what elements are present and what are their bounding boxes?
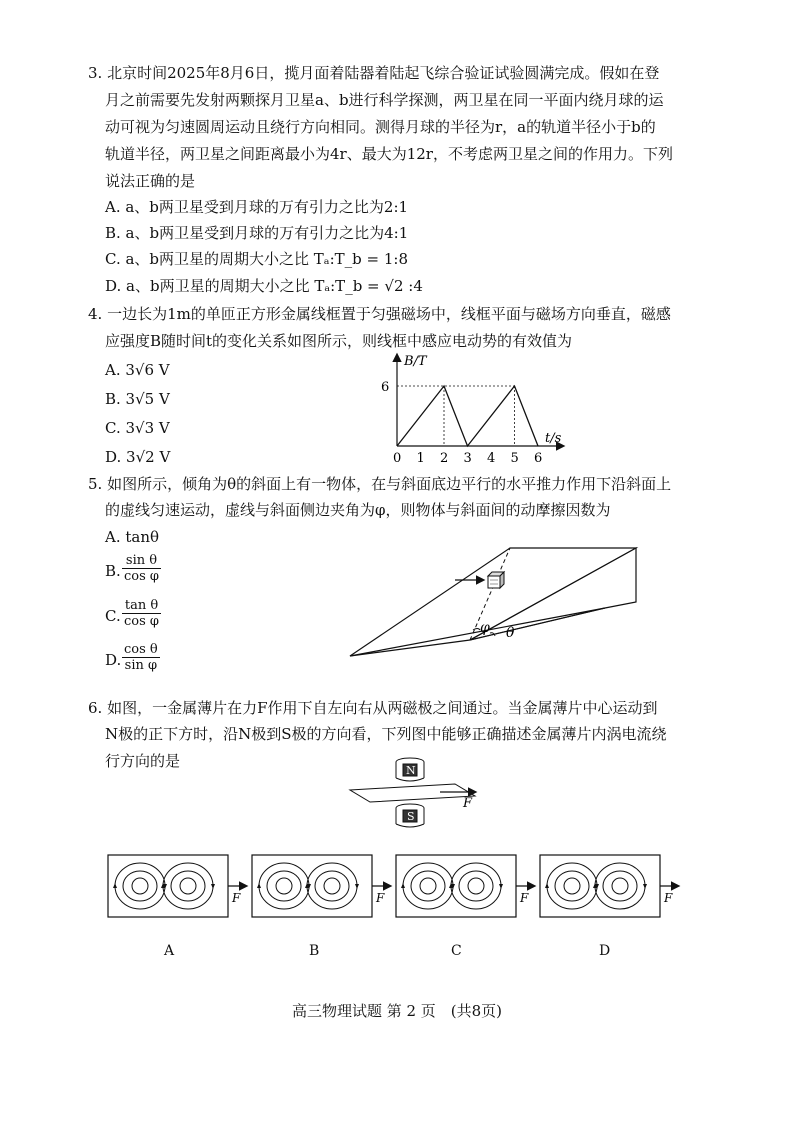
page-footer: 高三物理试题 第 2 页 (共8页): [291, 1002, 503, 1020]
graph-series-line: [397, 386, 538, 446]
q3-option-b: B. a、b两卫星受到月球的万有引力之比为4:1: [105, 224, 409, 242]
choice-label-b: B: [309, 943, 320, 959]
q4-line-1: 4. 一边长为1m的单匝正方形金属线框置于匀强磁场中，线框平面与磁场方向垂直，磁感: [88, 305, 671, 323]
angle-theta-label: θ: [506, 625, 515, 641]
q4-option-b: B. 3√5 V: [105, 390, 170, 408]
q5-option-b-letter: B.: [105, 562, 121, 580]
force-label: F: [463, 796, 473, 811]
incline-top-face: [350, 548, 636, 656]
q3-line-4: 轨道半径，两卫星之间距离最小为4r、最大为12r，不考虑两卫星之间的作用力。下列: [105, 145, 673, 163]
q3-line-1: 3. 北京时间2025年8月6日，揽月面着陆器着陆起飞综合验证试验圆满完成。假如在登: [88, 64, 660, 82]
q3-line-5: 说法正确的是: [105, 172, 196, 190]
q6-line-1: 6. 如图，一金属薄片在力F作用下自左向右从两磁极之间通过。当金属薄片中心运动到: [88, 699, 658, 717]
q5-option-a: A. tanθ: [105, 528, 160, 546]
q3-option-d: D. a、b两卫星的周期大小之比 Tₐ:T_b = √2 :4: [105, 277, 423, 295]
graph-x-tick: 0: [393, 451, 402, 466]
q5-option-c-letter: C.: [105, 607, 121, 625]
angle-phi-label: φ: [480, 620, 490, 636]
incline-bottom-edge: [350, 608, 605, 656]
q4-option-a: A. 3√6 V: [105, 361, 170, 379]
choice-label-c: C: [451, 943, 462, 959]
q5-option-b-frac: $\frac{\text{sin θ}}{\text{cos φ}}$: [124, 553, 160, 584]
choice-label-d: D: [599, 943, 611, 959]
q5-line-2: 的虚线匀速运动，虚线与斜面侧边夹角为φ，则物体与斜面间的动摩擦因数为: [105, 501, 611, 519]
graph-x-tick: 5: [510, 451, 519, 466]
q4-option-c: C. 3√3 V: [105, 419, 170, 437]
q3-option-c: C. a、b两卫星的周期大小之比 Tₐ:T_b = 1:8: [105, 250, 408, 268]
magnet-diagram: [345, 750, 485, 832]
choice-panel-c: [396, 855, 534, 917]
choice-force-label: F: [232, 891, 241, 905]
metal-sheet: [350, 784, 475, 802]
n-pole-magnet: [396, 758, 424, 781]
graph-x-label: t/s: [545, 431, 562, 446]
eddy-current-choices: [100, 850, 700, 925]
graph-x-tick: 2: [440, 451, 449, 466]
q5-option-c-frac: $\frac{\text{tan θ}}{\text{cos φ}}$: [124, 598, 160, 629]
choice-force-label: F: [376, 891, 385, 905]
q6-line-2: N极的正下方时，沿N极到S极的方向看，下列图中能够正确描述金属薄片内涡电流绕: [105, 725, 667, 743]
q5-option-d-frac: $\frac{\text{cos θ}}{\text{sin φ}}$: [124, 642, 158, 673]
svg-text:S: S: [407, 810, 415, 823]
graph-x-tick: 3: [463, 451, 472, 466]
choice-force-label: F: [520, 891, 529, 905]
graph-y-label: B/T: [404, 354, 427, 369]
graph-y-tick-6: 6: [381, 380, 390, 395]
q4-line-2: 应强度B随时间t的变化关系如图所示，则线框中感应电动势的有效值为: [105, 332, 573, 350]
svg-text:N: N: [406, 764, 416, 777]
q3-option-a: A. a、b两卫星受到月球的万有引力之比为2:1: [105, 198, 409, 216]
choice-panel-a: [108, 855, 246, 917]
choice-label-a: A: [164, 943, 175, 959]
q4-option-d: D. 3√2 V: [105, 448, 171, 466]
q5-option-d-letter: D.: [105, 651, 122, 669]
block-icon: [488, 572, 504, 588]
graph-x-tick: 4: [487, 451, 496, 466]
incline-base-line: [470, 608, 605, 640]
q5-line-1: 5. 如图所示，倾角为θ的斜面上有一物体，在与斜面底边平行的水平推力作用下沿斜面上: [88, 475, 672, 493]
incline-side-face: [470, 548, 636, 640]
q3-line-2: 月之前需要先发射两颗探月卫星a、b进行科学探测，两卫星在同一平面内绕月球的运: [105, 91, 664, 109]
q3-line-3: 动可视为匀速圆周运动且绕行方向相同。测得月球的半径为r，a的轨道半径小于b的: [105, 118, 656, 136]
choice-panel-b: [252, 855, 390, 917]
choice-force-label: F: [664, 891, 673, 905]
q6-line-3: 行方向的是: [105, 752, 181, 770]
s-pole-magnet: [396, 804, 424, 827]
b-t-graph: [375, 350, 575, 468]
choice-panel-d: [540, 855, 678, 917]
incline-diagram: [340, 540, 640, 665]
graph-x-tick: 1: [416, 451, 425, 466]
graph-x-tick: 6: [534, 451, 543, 466]
